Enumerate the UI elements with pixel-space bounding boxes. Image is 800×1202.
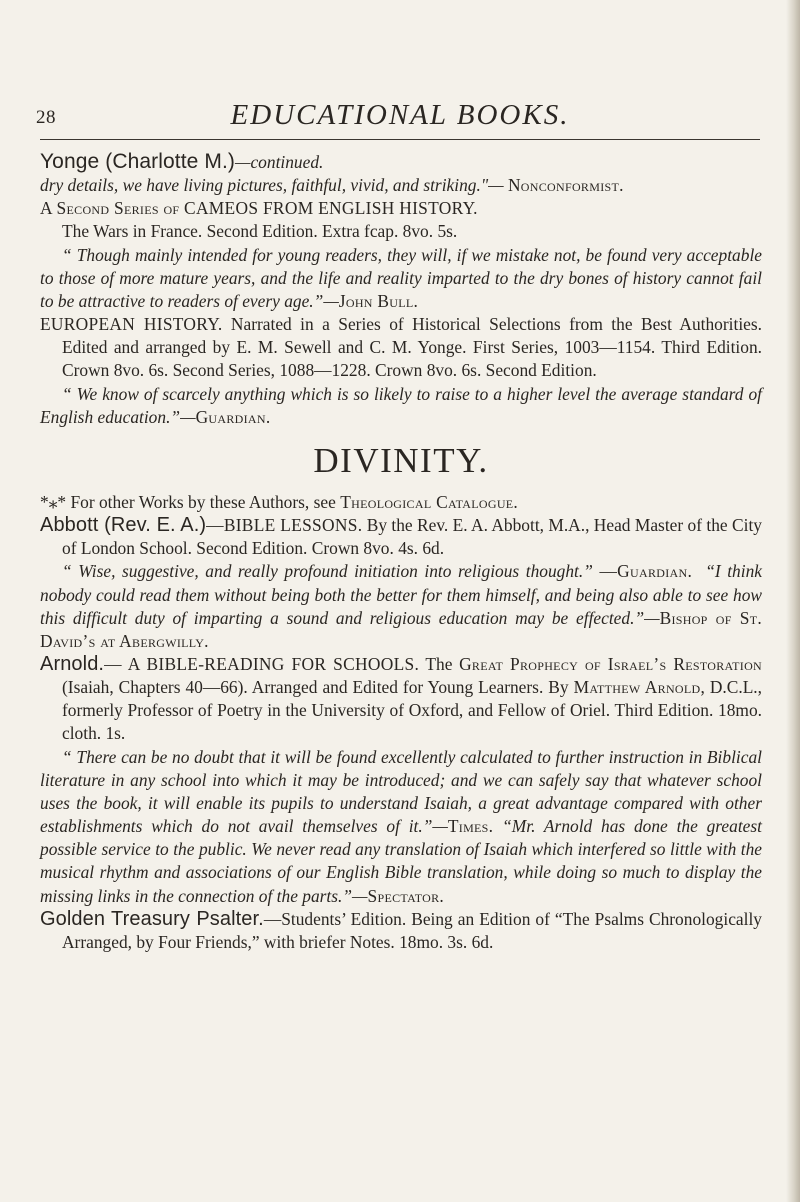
entry-heading: Abbott (Rev. E. A.) xyxy=(40,514,207,537)
section-title-divinity: DIVINITY. xyxy=(313,440,489,480)
author-name: Matthew Arnold xyxy=(573,677,701,698)
entry-cameos xyxy=(40,197,762,220)
cameos-quote: “ Though mainly intended for young readers, they will, if we mistake not, be found very acceptable to those of more mature years, and the life and reality imparted to the dry bones of history cannot fail to be attractive to readers of every age.”—John Bull. xyxy=(40,244,762,311)
quote-source: Bishop of St. David’s at Abergwilly. xyxy=(40,607,762,651)
quote-source: Nonconformist. xyxy=(507,175,624,196)
entry-arnold: Arnold.— A BIBLE-READING FOR SCHOOLS. The Great Prophecy of Israel’s Restoration (Isaiah, Chapters 40—66). Arranged and Edited for Young Learners. By Matthew Arnold, D.C.L., formerly Professor of Poetry in the University of Oxford, and Fellow of Oriel. Third Edition. 18mo. cloth. 1s. xyxy=(40,652,763,744)
entry-details: By the Rev. E. A. Abbott, M.A., Head Master of the City of London School. Second Edition. Crown 8vo. 4s. 6d. xyxy=(62,515,762,559)
catalogue-body xyxy=(40,150,762,954)
cross-reference-note: *⁎* For other Works by these Authors, see Theological Catalogue. xyxy=(40,491,519,512)
page-spine-shadow xyxy=(786,0,800,1202)
entry-details: —Students’ Edition. Being an Edition of “The Psalms Chronologically Arranged, by Four Friends,” with briefer Notes. 18mo. 3s. 6d. xyxy=(62,908,762,952)
cameos-details: The Wars in France. Second Edition. Extra fcap. 8vo. 5s. xyxy=(62,221,458,242)
catalogue-reference: Theological Catalogue. xyxy=(340,491,519,512)
asterism-icon: *⁎* xyxy=(40,491,67,512)
page-number: 28 xyxy=(36,107,56,128)
entry-heading: Arnold. xyxy=(40,652,105,675)
entry-golden-treasury-psalter xyxy=(40,908,762,954)
quote-source: John Bull. xyxy=(338,290,419,311)
continued-label: —continued. xyxy=(235,152,324,172)
entry-heading: Golden Treasury Psalter. xyxy=(40,907,264,930)
entry-yonge-continued xyxy=(40,150,762,174)
entry-abbott xyxy=(40,514,762,560)
abbott-quote-1: “ Wise, suggestive, and really profound initiation into religious thought.” —Guardian. “I think nobody could read them without being both the better for them himself, and being also able to see how this difficult duty of imparting a sound and religious education may be effected.”—Bishop of St. David’s at Abergwilly. xyxy=(40,561,763,651)
entry-title: —BIBLE LESSONS. xyxy=(206,515,363,536)
quote-source: —Guardian. xyxy=(599,561,693,582)
quote-source: Times. xyxy=(447,816,494,837)
entry-title: — A BIBLE-READING FOR SCHOOLS. xyxy=(104,653,420,674)
entry-heading: Yonge (Charlotte M.) xyxy=(40,150,235,173)
european-quote: “ We know of scarcely anything which is so likely to raise to a higher level the average standard of English education.”—Guardian. xyxy=(40,383,762,427)
page-header xyxy=(36,95,760,135)
yonge-quote-tail: dry details, we have living pictures, faithful, vivid, and striking."— Nonconformist. xyxy=(40,175,624,196)
entry-european-history xyxy=(40,313,762,382)
entry-title: EUROPEAN HISTORY. xyxy=(40,314,223,335)
header-rule xyxy=(40,139,760,140)
quote-source: Guardian. xyxy=(195,406,271,427)
arnold-quote-1: “ There can be no doubt that it will be found excellently calculated to further instruction in Biblical literature in any school into which it may be introduced; and we can safely say that whatever school uses the book, it will enable its pupils to understand Isaiah, a great advantage compared with other establishments which do not avail themselves of it.”—Times. “Mr. Arnold has done the greatest possible service to the public. We never read any translation of Isaiah which interfered so little with the musical rhythm and associations of our English Bible translation, while doing so much to display the missing links in the connection of the parts.”—Spectator. xyxy=(40,746,762,906)
quote-source: Spectator. xyxy=(367,885,445,906)
entry-title: A Second Series of CAMEOS FROM ENGLISH HISTORY. xyxy=(40,198,478,219)
running-title: EDUCATIONAL BOOKS. xyxy=(230,99,570,131)
entry-details: Narrated in a Series of Historical Selections from the Best Authorities. Edited and arranged by E. M. Sewell and C. M. Yonge. First Series, 1003—1154. Third Edition. Crown 8vo. 6s. Second Series, 1088—1228. Crown 8vo. 6s. Second Edition. xyxy=(62,314,762,381)
